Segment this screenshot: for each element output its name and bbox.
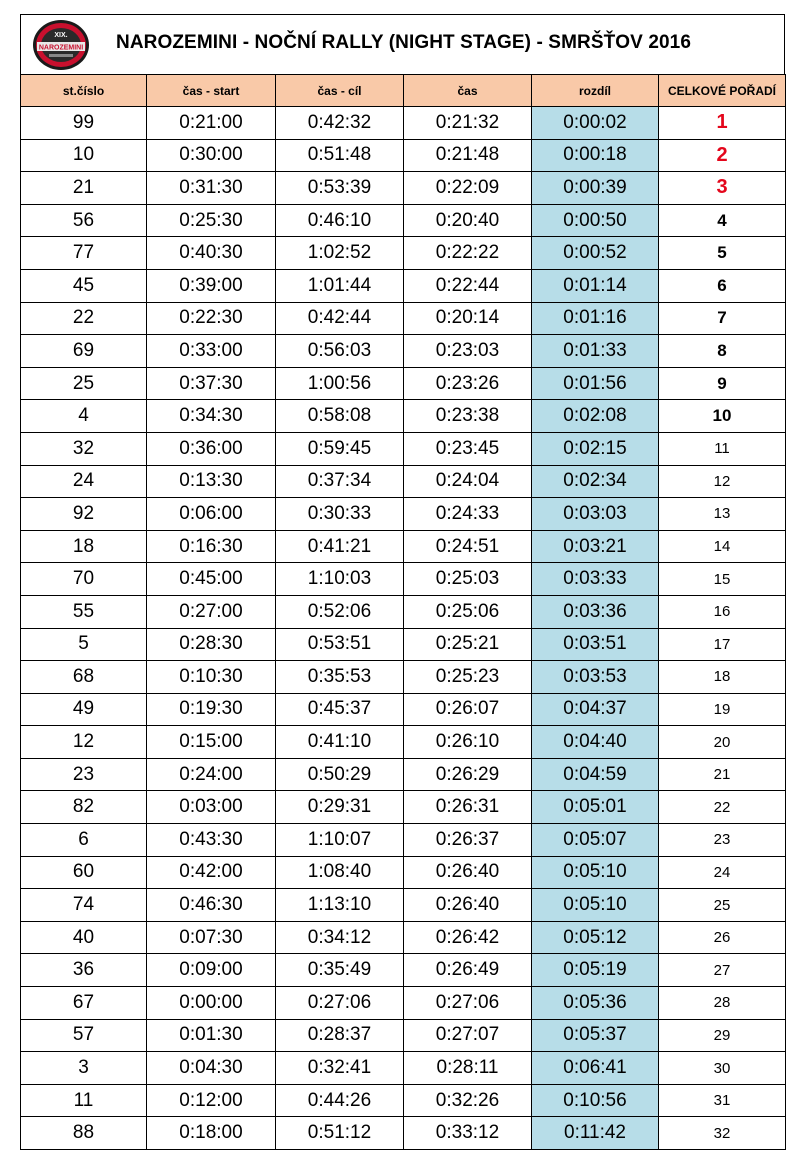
start-time-cell: 0:37:30 <box>147 367 276 400</box>
stage-time-cell: 0:21:32 <box>404 107 532 140</box>
table-row <box>21 1052 786 1085</box>
difference-cell: 0:06:41 <box>532 1052 659 1085</box>
stage-time-cell: 0:24:04 <box>404 465 532 498</box>
difference-cell: 0:10:56 <box>532 1084 659 1117</box>
finish-time-cell: 0:59:45 <box>276 432 404 465</box>
stage-time-cell: 0:25:03 <box>404 563 532 596</box>
overall-rank-cell: 14 <box>659 530 786 563</box>
table-row <box>21 335 786 368</box>
finish-time-cell: 1:10:07 <box>276 824 404 857</box>
start-number-cell: 36 <box>21 954 147 987</box>
stage-time-cell: 0:27:07 <box>404 1019 532 1052</box>
start-number-cell: 92 <box>21 498 147 531</box>
difference-cell: 0:05:07 <box>532 824 659 857</box>
overall-rank-cell: 32 <box>659 1117 786 1150</box>
start-time-cell: 0:09:00 <box>147 954 276 987</box>
table-row <box>21 204 786 237</box>
finish-time-cell: 0:30:33 <box>276 498 404 531</box>
finish-time-cell: 0:42:32 <box>276 107 404 140</box>
finish-time-cell: 0:45:37 <box>276 693 404 726</box>
start-number-cell: 57 <box>21 1019 147 1052</box>
overall-rank-cell: 22 <box>659 791 786 824</box>
start-number-cell: 49 <box>21 693 147 726</box>
difference-cell: 0:03:33 <box>532 563 659 596</box>
stage-time-cell: 0:24:51 <box>404 530 532 563</box>
difference-cell: 0:05:12 <box>532 921 659 954</box>
difference-cell: 0:03:53 <box>532 661 659 694</box>
overall-rank-cell: 20 <box>659 726 786 759</box>
title-row <box>20 14 785 74</box>
table-row <box>21 1117 786 1150</box>
overall-rank-cell: 27 <box>659 954 786 987</box>
stage-time-cell: 0:26:40 <box>404 856 532 889</box>
finish-time-cell: 0:32:41 <box>276 1052 404 1085</box>
start-time-cell: 0:43:30 <box>147 824 276 857</box>
overall-rank-cell: 3 <box>659 172 786 205</box>
start-number-cell: 40 <box>21 921 147 954</box>
start-time-cell: 0:40:30 <box>147 237 276 270</box>
stage-time-cell: 0:26:40 <box>404 889 532 922</box>
overall-rank-cell: 25 <box>659 889 786 922</box>
overall-rank-cell: 19 <box>659 693 786 726</box>
start-number-cell: 88 <box>21 1117 147 1150</box>
difference-cell: 0:00:18 <box>532 139 659 172</box>
start-number-cell: 69 <box>21 335 147 368</box>
start-number-cell: 82 <box>21 791 147 824</box>
table-row <box>21 758 786 791</box>
start-time-cell: 0:07:30 <box>147 921 276 954</box>
finish-time-cell: 1:10:03 <box>276 563 404 596</box>
overall-rank-cell: 17 <box>659 628 786 661</box>
stage-time-cell: 0:24:33 <box>404 498 532 531</box>
start-time-cell: 0:22:30 <box>147 302 276 335</box>
stage-time-cell: 0:20:14 <box>404 302 532 335</box>
logo-text-main: NAROZEMINI <box>38 44 84 52</box>
column-header-start-number: st.číslo <box>21 75 147 107</box>
difference-cell: 0:01:33 <box>532 335 659 368</box>
difference-cell: 0:01:56 <box>532 367 659 400</box>
stage-time-cell: 0:26:31 <box>404 791 532 824</box>
difference-cell: 0:03:51 <box>532 628 659 661</box>
overall-rank-cell: 4 <box>659 204 786 237</box>
logo-text-top: XIX. <box>54 32 68 39</box>
start-time-cell: 0:42:00 <box>147 856 276 889</box>
table-row <box>21 367 786 400</box>
table-body <box>21 107 786 1150</box>
overall-rank-cell: 31 <box>659 1084 786 1117</box>
table-row <box>21 791 786 824</box>
start-time-cell: 0:21:00 <box>147 107 276 140</box>
start-time-cell: 0:45:00 <box>147 563 276 596</box>
start-number-cell: 77 <box>21 237 147 270</box>
difference-cell: 0:01:16 <box>532 302 659 335</box>
overall-rank-cell: 12 <box>659 465 786 498</box>
stage-time-cell: 0:21:48 <box>404 139 532 172</box>
stage-time-cell: 0:28:11 <box>404 1052 532 1085</box>
overall-rank-cell: 15 <box>659 563 786 596</box>
overall-rank-cell: 18 <box>659 661 786 694</box>
start-number-cell: 5 <box>21 628 147 661</box>
difference-cell: 0:05:10 <box>532 856 659 889</box>
start-number-cell: 12 <box>21 726 147 759</box>
finish-time-cell: 0:51:12 <box>276 1117 404 1150</box>
difference-cell: 0:02:08 <box>532 400 659 433</box>
overall-rank-cell: 5 <box>659 237 786 270</box>
stage-time-cell: 0:22:44 <box>404 269 532 302</box>
results-table <box>20 74 786 1150</box>
table-row <box>21 628 786 661</box>
table-row <box>21 921 786 954</box>
start-time-cell: 0:15:00 <box>147 726 276 759</box>
start-time-cell: 0:00:00 <box>147 987 276 1020</box>
start-number-cell: 45 <box>21 269 147 302</box>
difference-cell: 0:00:50 <box>532 204 659 237</box>
table-row <box>21 726 786 759</box>
start-time-cell: 0:04:30 <box>147 1052 276 1085</box>
finish-time-cell: 0:46:10 <box>276 204 404 237</box>
start-time-cell: 0:06:00 <box>147 498 276 531</box>
difference-cell: 0:04:37 <box>532 693 659 726</box>
overall-rank-cell: 8 <box>659 335 786 368</box>
start-time-cell: 0:28:30 <box>147 628 276 661</box>
overall-rank-cell: 26 <box>659 921 786 954</box>
table-row <box>21 954 786 987</box>
table-row <box>21 302 786 335</box>
stage-time-cell: 0:32:26 <box>404 1084 532 1117</box>
difference-cell: 0:02:34 <box>532 465 659 498</box>
difference-cell: 0:03:21 <box>532 530 659 563</box>
table-row <box>21 107 786 140</box>
finish-time-cell: 1:02:52 <box>276 237 404 270</box>
stage-time-cell: 0:26:42 <box>404 921 532 954</box>
start-number-cell: 60 <box>21 856 147 889</box>
overall-rank-cell: 9 <box>659 367 786 400</box>
overall-rank-cell: 1 <box>659 107 786 140</box>
finish-time-cell: 0:27:06 <box>276 987 404 1020</box>
overall-rank-cell: 7 <box>659 302 786 335</box>
finish-time-cell: 1:00:56 <box>276 367 404 400</box>
start-number-cell: 23 <box>21 758 147 791</box>
start-number-cell: 99 <box>21 107 147 140</box>
finish-time-cell: 0:50:29 <box>276 758 404 791</box>
table-row <box>21 172 786 205</box>
finish-time-cell: 1:01:44 <box>276 269 404 302</box>
start-number-cell: 24 <box>21 465 147 498</box>
start-number-cell: 32 <box>21 432 147 465</box>
finish-time-cell: 0:58:08 <box>276 400 404 433</box>
stage-time-cell: 0:33:12 <box>404 1117 532 1150</box>
start-number-cell: 70 <box>21 563 147 596</box>
overall-rank-cell: 30 <box>659 1052 786 1085</box>
event-logo <box>31 18 91 72</box>
start-number-cell: 6 <box>21 824 147 857</box>
overall-rank-cell: 10 <box>659 400 786 433</box>
table-row <box>21 1084 786 1117</box>
finish-time-cell: 0:56:03 <box>276 335 404 368</box>
start-time-cell: 0:30:00 <box>147 139 276 172</box>
difference-cell: 0:03:36 <box>532 595 659 628</box>
table-row <box>21 661 786 694</box>
overall-rank-cell: 2 <box>659 139 786 172</box>
table-row <box>21 139 786 172</box>
start-time-cell: 0:01:30 <box>147 1019 276 1052</box>
column-header-start-time: čas - start <box>147 75 276 107</box>
table-row <box>21 530 786 563</box>
table-row <box>21 595 786 628</box>
stage-time-cell: 0:23:38 <box>404 400 532 433</box>
table-row <box>21 987 786 1020</box>
start-time-cell: 0:39:00 <box>147 269 276 302</box>
start-time-cell: 0:46:30 <box>147 889 276 922</box>
column-header-difference: rozdíl <box>532 75 659 107</box>
start-time-cell: 0:13:30 <box>147 465 276 498</box>
start-time-cell: 0:16:30 <box>147 530 276 563</box>
start-number-cell: 21 <box>21 172 147 205</box>
stage-time-cell: 0:23:03 <box>404 335 532 368</box>
table-row <box>21 1019 786 1052</box>
finish-time-cell: 0:35:53 <box>276 661 404 694</box>
overall-rank-cell: 29 <box>659 1019 786 1052</box>
difference-cell: 0:11:42 <box>532 1117 659 1150</box>
stage-time-cell: 0:23:26 <box>404 367 532 400</box>
difference-cell: 0:05:01 <box>532 791 659 824</box>
finish-time-cell: 0:34:12 <box>276 921 404 954</box>
difference-cell: 0:05:10 <box>532 889 659 922</box>
start-time-cell: 0:36:00 <box>147 432 276 465</box>
start-time-cell: 0:25:30 <box>147 204 276 237</box>
stage-time-cell: 0:26:29 <box>404 758 532 791</box>
difference-cell: 0:05:37 <box>532 1019 659 1052</box>
start-number-cell: 25 <box>21 367 147 400</box>
finish-time-cell: 0:41:21 <box>276 530 404 563</box>
overall-rank-cell: 13 <box>659 498 786 531</box>
start-time-cell: 0:03:00 <box>147 791 276 824</box>
difference-cell: 0:04:40 <box>532 726 659 759</box>
start-number-cell: 11 <box>21 1084 147 1117</box>
finish-time-cell: 0:42:44 <box>276 302 404 335</box>
stage-time-cell: 0:20:40 <box>404 204 532 237</box>
start-time-cell: 0:31:30 <box>147 172 276 205</box>
table-row <box>21 498 786 531</box>
finish-time-cell: 0:28:37 <box>276 1019 404 1052</box>
finish-time-cell: 0:29:31 <box>276 791 404 824</box>
finish-time-cell: 0:37:34 <box>276 465 404 498</box>
table-row <box>21 465 786 498</box>
finish-time-cell: 0:53:51 <box>276 628 404 661</box>
start-number-cell: 67 <box>21 987 147 1020</box>
stage-time-cell: 0:25:21 <box>404 628 532 661</box>
overall-rank-cell: 28 <box>659 987 786 1020</box>
overall-rank-cell: 24 <box>659 856 786 889</box>
table-row <box>21 563 786 596</box>
start-number-cell: 68 <box>21 661 147 694</box>
start-number-cell: 55 <box>21 595 147 628</box>
start-number-cell: 74 <box>21 889 147 922</box>
start-time-cell: 0:10:30 <box>147 661 276 694</box>
overall-rank-cell: 16 <box>659 595 786 628</box>
difference-cell: 0:02:15 <box>532 432 659 465</box>
stage-time-cell: 0:26:37 <box>404 824 532 857</box>
start-time-cell: 0:19:30 <box>147 693 276 726</box>
column-header-time: čas <box>404 75 532 107</box>
column-header-finish-time: čas - cíl <box>276 75 404 107</box>
finish-time-cell: 0:35:49 <box>276 954 404 987</box>
stage-time-cell: 0:27:06 <box>404 987 532 1020</box>
table-row <box>21 269 786 302</box>
start-time-cell: 0:27:00 <box>147 595 276 628</box>
difference-cell: 0:05:19 <box>532 954 659 987</box>
start-time-cell: 0:34:30 <box>147 400 276 433</box>
finish-time-cell: 0:52:06 <box>276 595 404 628</box>
finish-time-cell: 0:41:10 <box>276 726 404 759</box>
results-sheet <box>20 14 785 1150</box>
difference-cell: 0:00:39 <box>532 172 659 205</box>
table-row <box>21 889 786 922</box>
start-time-cell: 0:18:00 <box>147 1117 276 1150</box>
stage-time-cell: 0:25:23 <box>404 661 532 694</box>
stage-time-cell: 0:22:09 <box>404 172 532 205</box>
table-row <box>21 237 786 270</box>
stage-time-cell: 0:22:22 <box>404 237 532 270</box>
page-title: NAROZEMINI - NOČNÍ RALLY (NIGHT STAGE) - SMRŠŤOV 2016 <box>116 32 691 53</box>
overall-rank-cell: 21 <box>659 758 786 791</box>
overall-rank-cell: 11 <box>659 432 786 465</box>
table-row <box>21 432 786 465</box>
overall-rank-cell: 6 <box>659 269 786 302</box>
finish-time-cell: 0:51:48 <box>276 139 404 172</box>
stage-time-cell: 0:26:49 <box>404 954 532 987</box>
difference-cell: 0:04:59 <box>532 758 659 791</box>
start-number-cell: 22 <box>21 302 147 335</box>
difference-cell: 0:03:03 <box>532 498 659 531</box>
stage-time-cell: 0:25:06 <box>404 595 532 628</box>
start-time-cell: 0:33:00 <box>147 335 276 368</box>
difference-cell: 0:01:14 <box>532 269 659 302</box>
start-time-cell: 0:24:00 <box>147 758 276 791</box>
table-row <box>21 693 786 726</box>
finish-time-cell: 0:53:39 <box>276 172 404 205</box>
difference-cell: 0:05:36 <box>532 987 659 1020</box>
table-row <box>21 400 786 433</box>
table-header-row <box>21 75 786 107</box>
stage-time-cell: 0:26:07 <box>404 693 532 726</box>
stage-time-cell: 0:26:10 <box>404 726 532 759</box>
finish-time-cell: 1:08:40 <box>276 856 404 889</box>
start-number-cell: 56 <box>21 204 147 237</box>
finish-time-cell: 0:44:26 <box>276 1084 404 1117</box>
difference-cell: 0:00:02 <box>532 107 659 140</box>
start-time-cell: 0:12:00 <box>147 1084 276 1117</box>
start-number-cell: 10 <box>21 139 147 172</box>
overall-rank-cell: 23 <box>659 824 786 857</box>
column-header-overall-rank: CELKOVÉ POŘADÍ <box>659 75 786 107</box>
stage-time-cell: 0:23:45 <box>404 432 532 465</box>
table-row <box>21 824 786 857</box>
difference-cell: 0:00:52 <box>532 237 659 270</box>
table-row <box>21 856 786 889</box>
start-number-cell: 4 <box>21 400 147 433</box>
start-number-cell: 3 <box>21 1052 147 1085</box>
finish-time-cell: 1:13:10 <box>276 889 404 922</box>
start-number-cell: 18 <box>21 530 147 563</box>
